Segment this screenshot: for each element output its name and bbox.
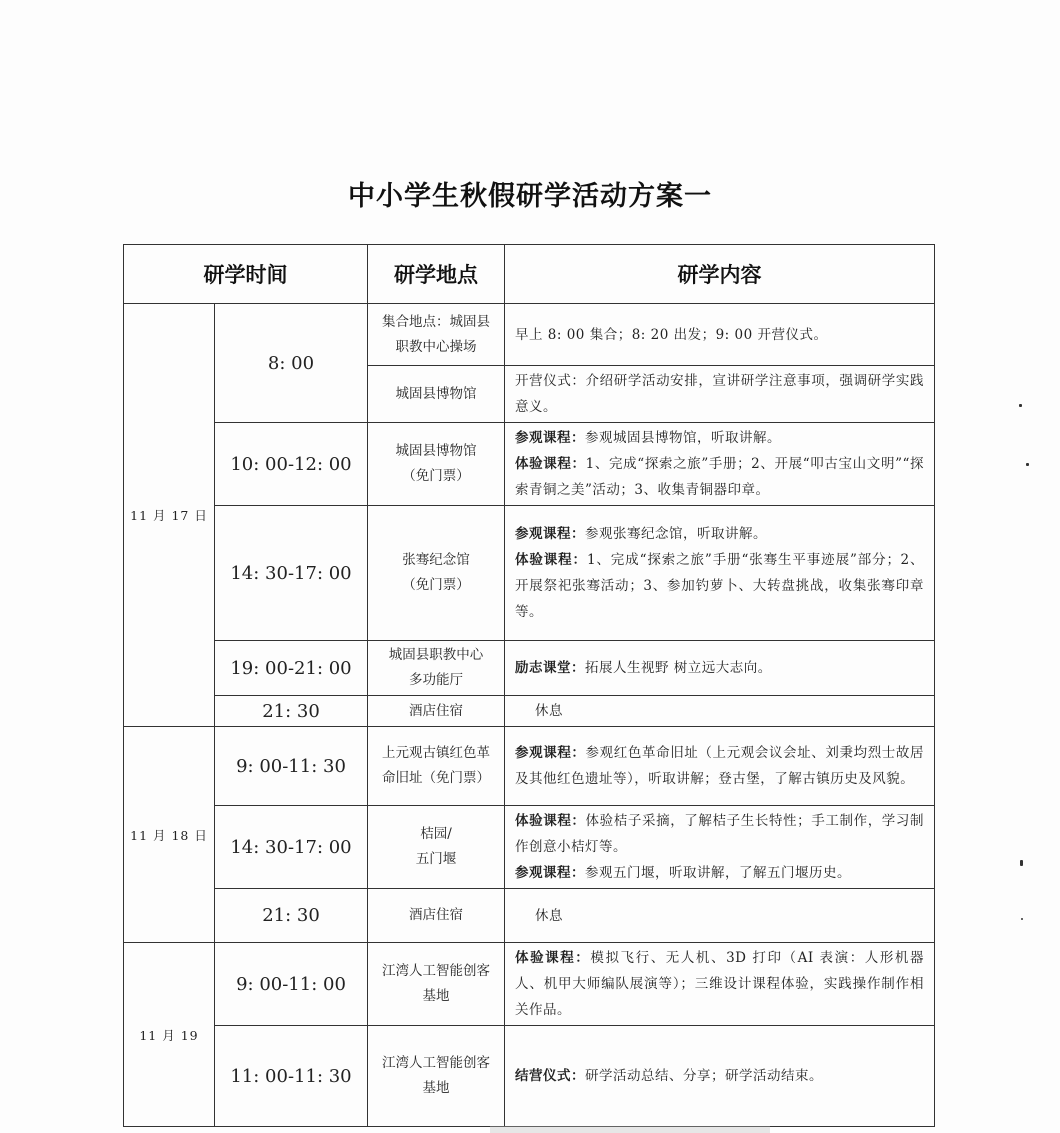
- time-cell: 21: 30: [215, 889, 368, 943]
- course-label: 参观课程：: [515, 865, 585, 881]
- course-label: 参观课程：: [515, 526, 585, 542]
- table-row: [124, 806, 935, 889]
- place-note: （免门票）: [402, 577, 470, 593]
- place-cell: 酒店住宿: [368, 889, 505, 943]
- header-time: 研学时间: [124, 245, 368, 304]
- course-label: 参观课程：: [515, 430, 585, 446]
- place-cell: 江湾人工智能创客基地: [368, 1026, 505, 1127]
- course-label: 体验课程：: [515, 456, 586, 472]
- content-cell: [505, 943, 935, 1026]
- table-row: [124, 889, 935, 943]
- course-label: 励志课堂：: [515, 660, 585, 676]
- time-cell: 14: 30-17: 00: [215, 506, 368, 641]
- place-cell: [368, 641, 505, 696]
- table-row: [124, 304, 935, 366]
- scan-speck: [1026, 463, 1029, 466]
- content-cell: [505, 1026, 935, 1127]
- bleed-through-strip: [490, 1126, 770, 1133]
- time-cell: 11: 00-11: 30: [215, 1026, 368, 1127]
- course-text: 参观五门堰，听取讲解，了解五门堰历史。: [585, 865, 851, 881]
- content-cell: [505, 423, 935, 506]
- scan-speck: [1020, 860, 1023, 866]
- place-name: 张骞纪念馆: [402, 552, 470, 568]
- place-name: 桔园/: [420, 826, 452, 842]
- place-cell: 集合地点：城固县职教中心操场: [368, 304, 505, 366]
- schedule-table: [123, 244, 935, 1127]
- place-cell: 酒店住宿: [368, 696, 505, 727]
- place-name: 城固县职教中心: [388, 647, 484, 663]
- time-cell: 21: 30: [215, 696, 368, 727]
- header-place: 研学地点: [368, 245, 505, 304]
- course-text: 参观城固县博物馆，听取讲解。: [585, 430, 781, 446]
- place-cell: 城固县博物馆: [368, 366, 505, 423]
- day-cell: 11 月 18 日: [124, 727, 215, 943]
- content-cell: 开营仪式：介绍研学活动安排，宣讲研学注意事项，强调研学实践意义。: [505, 366, 935, 423]
- course-label: 体验课程：: [515, 552, 587, 568]
- scan-speck: [1019, 404, 1022, 407]
- day-cell: 11 月 19: [124, 943, 215, 1127]
- time-cell: 9: 00-11: 00: [215, 943, 368, 1026]
- place-cell: [368, 423, 505, 506]
- time-cell: 8: 00: [215, 304, 368, 423]
- place-cell: 上元观古镇红色革命旧址（免门票）: [368, 727, 505, 806]
- time-cell: 14: 30-17: 00: [215, 806, 368, 889]
- place-cell: [368, 806, 505, 889]
- table-row: [124, 423, 935, 506]
- table-row: [124, 1026, 935, 1127]
- content-cell: [505, 806, 935, 889]
- place-note: 多功能厅: [409, 672, 463, 688]
- table-row: [124, 943, 935, 1026]
- place-note: （免门票）: [402, 468, 470, 484]
- time-cell: 9: 00-11: 30: [215, 727, 368, 806]
- day-cell: 11 月 17 日: [124, 304, 215, 727]
- course-label: 体验课程：: [515, 950, 591, 966]
- course-text: 参观张骞纪念馆，听取讲解。: [585, 526, 767, 542]
- place-cell: 江湾人工智能创客基地: [368, 943, 505, 1026]
- course-text: 参观红色革命旧址（上元观会议会址、刘秉均烈士故居及其他红色遗址等），听取讲解；登古堡，了解古镇历史及风貌。: [515, 745, 925, 787]
- scan-speck: [1021, 918, 1023, 920]
- document-title: 中小学生秋假研学活动方案一: [348, 181, 712, 212]
- course-text: 1、完成“探索之旅”手册；2、开展“叩古宝山文明”“探索青铜之美”活动；3、收集青铜器印章。: [515, 456, 925, 498]
- table-header-row: [124, 245, 935, 304]
- table-row: [124, 696, 935, 727]
- table-row: [124, 727, 935, 806]
- place-cell: [368, 506, 505, 641]
- course-label: 体验课程：: [515, 813, 586, 829]
- course-label: 参观课程：: [515, 745, 586, 761]
- course-text: 研学活动总结、分享；研学活动结束。: [585, 1068, 823, 1084]
- content-cell: 休息: [505, 696, 935, 727]
- time-cell: 19: 00-21: 00: [215, 641, 368, 696]
- content-cell: [505, 506, 935, 641]
- place-name: 城固县博物馆: [395, 443, 477, 459]
- time-cell: 10: 00-12: 00: [215, 423, 368, 506]
- course-text: 模拟飞行、无人机、3D 打印（AI 表演：人形机器人、机甲大师编队展演等）；三维设计课程体验，实践操作制作相关作品。: [515, 950, 925, 1018]
- content-cell: 休息: [505, 889, 935, 943]
- course-text: 体验桔子采摘，了解桔子生长特性；手工制作，学习制作创意小桔灯等。: [515, 813, 925, 855]
- content-cell: [505, 641, 935, 696]
- course-label: 结营仪式：: [515, 1068, 585, 1084]
- content-cell: [505, 727, 935, 806]
- table-row: [124, 641, 935, 696]
- course-text: 1、完成“探索之旅”手册“张骞生平事迹展”部分；2、开展祭祀张骞活动；3、参加钓萝卜、大转盘挑战，收集张骞印章等。: [515, 552, 924, 620]
- place-note: 五门堰: [415, 851, 457, 867]
- header-content: 研学内容: [505, 245, 935, 304]
- content-cell: 早上 8: 00 集合；8: 20 出发；9: 00 开营仪式。: [505, 304, 935, 366]
- table-row: [124, 506, 935, 641]
- course-text: 拓展人生视野 树立远大志向。: [585, 660, 772, 676]
